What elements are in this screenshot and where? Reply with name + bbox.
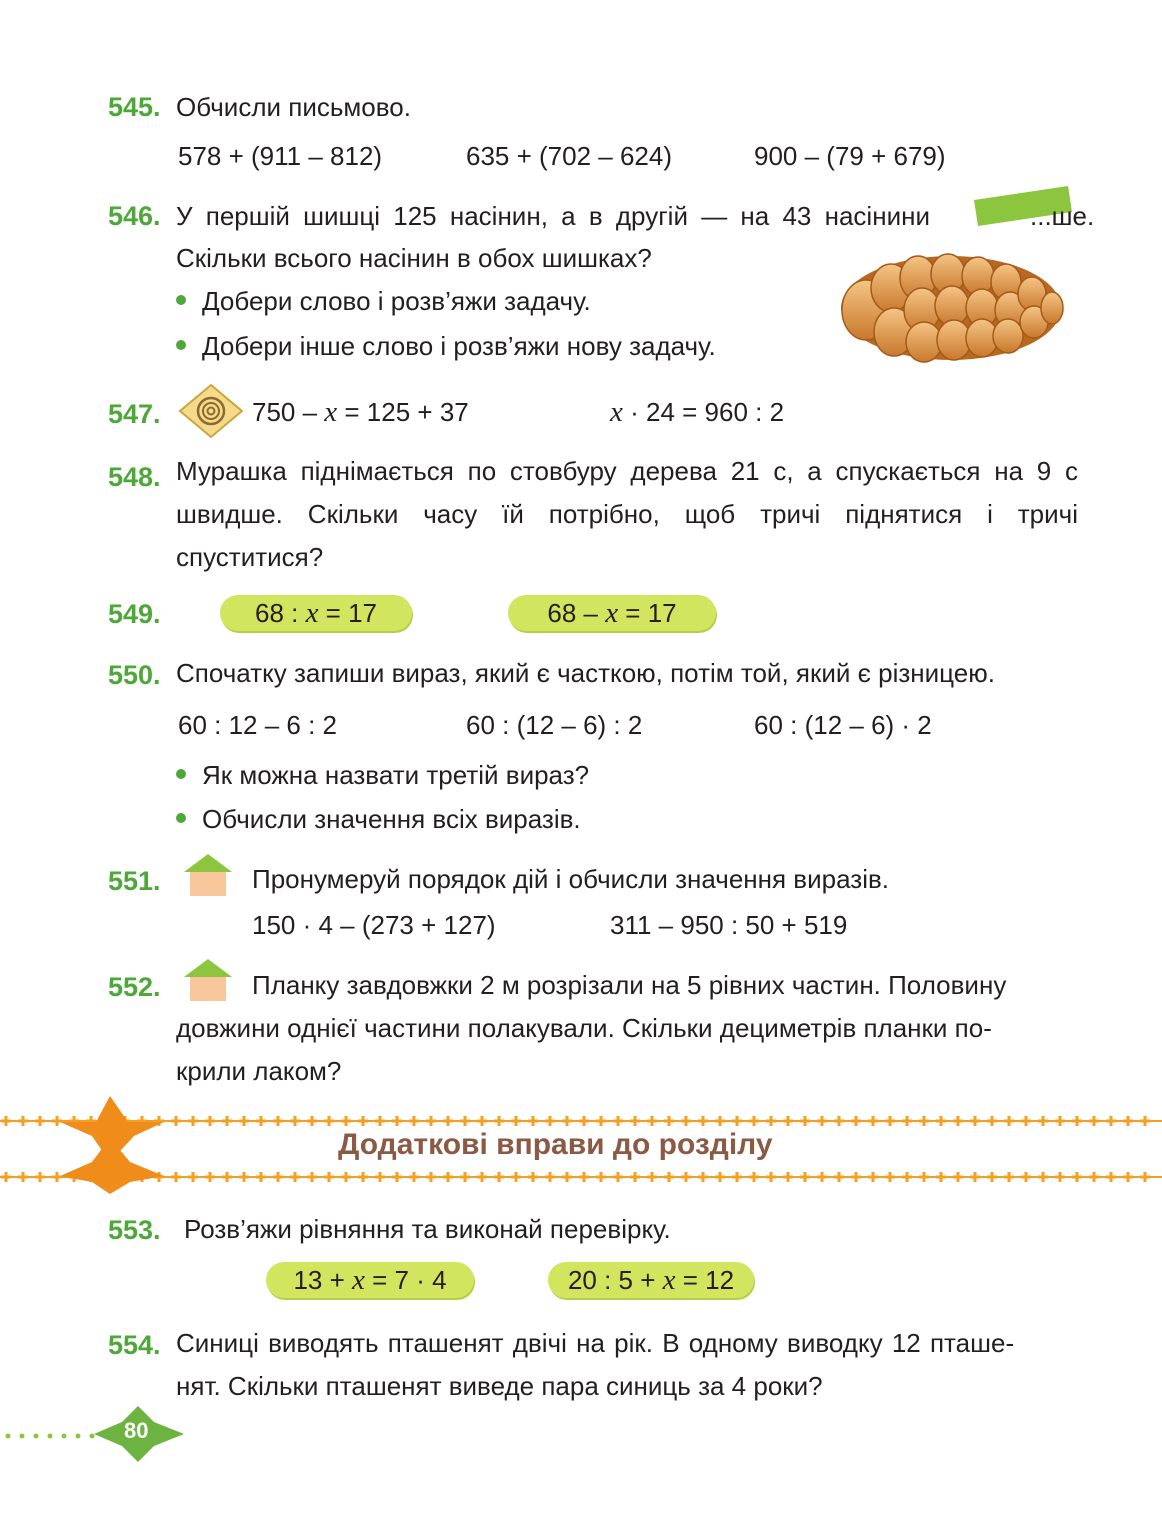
star-ornament bbox=[532, 1116, 535, 1126]
exercise-552-line-3: крили лаком? bbox=[176, 1056, 342, 1086]
star-ornament bbox=[736, 1116, 739, 1126]
star-ornament bbox=[974, 1172, 977, 1182]
star-ornament bbox=[294, 1116, 297, 1126]
exercise-number-547: 547. bbox=[108, 399, 161, 429]
exercise-number-550: 550. bbox=[108, 660, 161, 690]
star-ornament bbox=[787, 1116, 790, 1126]
star-ornament bbox=[855, 1172, 858, 1182]
star-ornament bbox=[957, 1172, 960, 1182]
star-ornament bbox=[753, 1116, 756, 1126]
star-ornament bbox=[413, 1172, 416, 1182]
star-ornament bbox=[481, 1116, 484, 1126]
star-ornament bbox=[396, 1116, 399, 1126]
house-icon bbox=[180, 957, 236, 1003]
pine-cone-image bbox=[836, 248, 1066, 368]
star-ornament bbox=[260, 1116, 263, 1126]
star-ornament bbox=[923, 1172, 926, 1182]
star-ornament bbox=[430, 1116, 433, 1126]
star-ornament bbox=[668, 1116, 671, 1126]
exercise-551-text: Пронумеруй порядок дій і обчисли значення виразів. bbox=[252, 864, 889, 894]
page-number-badge bbox=[0, 1404, 190, 1464]
star-ornament bbox=[379, 1116, 382, 1126]
star-ornament bbox=[1144, 1172, 1147, 1182]
bullet-text: Добери слово і розв’яжи задачу. bbox=[202, 286, 591, 316]
bullet-icon bbox=[176, 295, 186, 305]
star-ornament bbox=[515, 1172, 518, 1182]
star-ornament bbox=[566, 1172, 569, 1182]
star-ornament bbox=[5, 1172, 8, 1182]
star-ornament bbox=[447, 1172, 450, 1182]
star-ornament bbox=[991, 1172, 994, 1182]
star-ornament bbox=[1110, 1116, 1113, 1126]
exercise-546-bullet-2 bbox=[176, 325, 716, 368]
exercise-number-549: 549. bbox=[108, 599, 161, 629]
equation-pill-549-1: 68 : x = 17 bbox=[220, 595, 412, 631]
exercise-550-text: Спочатку запиши вираз, який є часткою, потім той, який є різницею. bbox=[176, 658, 995, 688]
star-ornament bbox=[379, 1172, 382, 1182]
exercise-550-expr-1: 60 : 12 – 6 : 2 bbox=[178, 710, 338, 740]
star-ornament bbox=[1127, 1172, 1130, 1182]
star-ornament bbox=[362, 1172, 365, 1182]
star-ornament bbox=[1059, 1116, 1062, 1126]
bullet-text: Як можна назвати третій вираз? bbox=[202, 760, 590, 790]
star-ornament bbox=[872, 1172, 875, 1182]
star-ornament bbox=[1144, 1116, 1147, 1126]
star-ornament bbox=[345, 1116, 348, 1126]
star-ornament bbox=[957, 1116, 960, 1126]
star-ornament bbox=[175, 1116, 178, 1126]
section-title: Додаткові вправи до розділу bbox=[338, 1128, 773, 1161]
star-ornament bbox=[974, 1116, 977, 1126]
star-ornament bbox=[804, 1172, 807, 1182]
exercise-550-bullet-1 bbox=[176, 754, 589, 797]
exercise-number-551: 551. bbox=[108, 866, 161, 896]
star-ornament bbox=[328, 1172, 331, 1182]
star-ornament bbox=[600, 1116, 603, 1126]
exercise-number-548: 548. bbox=[108, 462, 161, 492]
star-ornament bbox=[685, 1116, 688, 1126]
equation-pill-553-1: 13 + x = 7 · 4 bbox=[266, 1262, 474, 1298]
star-ornament bbox=[1025, 1172, 1028, 1182]
exercise-546-line-1: У першій шишці 125 насінин, а в другій — на 43 насінини bbox=[176, 201, 930, 231]
bullet-text: Добери інше слово і розв’яжи нову задачу. bbox=[202, 331, 716, 361]
star-ornament bbox=[192, 1172, 195, 1182]
exercise-546-line-2: Скільки всього насінин в обох шишках? bbox=[176, 243, 652, 273]
star-ornament bbox=[447, 1116, 450, 1126]
star-ornament bbox=[719, 1116, 722, 1126]
exercise-550-expr-2: 60 : (12 – 6) : 2 bbox=[466, 710, 643, 740]
bullet-icon bbox=[176, 813, 186, 823]
exercise-number-545: 545. bbox=[108, 92, 161, 122]
star-ornament bbox=[838, 1116, 841, 1126]
star-ornament bbox=[991, 1116, 994, 1126]
star-ornament bbox=[651, 1172, 654, 1182]
star-ornament bbox=[1042, 1116, 1045, 1126]
star-ornament bbox=[617, 1172, 620, 1182]
star-ornament bbox=[651, 1116, 654, 1126]
exercise-553-text: Розв’яжи рівняння та виконай перевірку. bbox=[184, 1214, 671, 1244]
star-ornament bbox=[277, 1116, 280, 1126]
star-ornament bbox=[634, 1116, 637, 1126]
star-ornament bbox=[634, 1172, 637, 1182]
star-ornament bbox=[617, 1116, 620, 1126]
star-ornament bbox=[1008, 1172, 1011, 1182]
star-ornament bbox=[226, 1116, 229, 1126]
star-ornament bbox=[243, 1116, 246, 1126]
star-ornament bbox=[855, 1116, 858, 1126]
star-ornament bbox=[362, 1116, 365, 1126]
star-ornament bbox=[5, 1116, 8, 1126]
bullet-icon bbox=[176, 340, 186, 350]
star-ornament bbox=[464, 1172, 467, 1182]
star-ornament bbox=[804, 1116, 807, 1126]
star-ornament bbox=[889, 1172, 892, 1182]
star-ornament bbox=[481, 1172, 484, 1182]
star-ornament bbox=[294, 1172, 297, 1182]
star-ornament bbox=[311, 1116, 314, 1126]
exercise-548-text: Мурашка піднімається по стовбуру дерева 21 с, а спускається на 9 с швидше. Скільки часу їй потрібно, щоб тричі піднятися і тричі спуститися? bbox=[176, 456, 1078, 572]
star-ornament bbox=[22, 1172, 25, 1182]
house-icon bbox=[180, 852, 236, 898]
bullet-icon bbox=[176, 769, 186, 779]
star-ornament bbox=[56, 1116, 59, 1126]
star-ornament bbox=[56, 1172, 59, 1182]
star-ornament bbox=[209, 1116, 212, 1126]
exercise-545-expr-1: 578 + (911 – 812) bbox=[178, 141, 383, 171]
star-ornament bbox=[872, 1116, 875, 1126]
star-ornament bbox=[39, 1172, 42, 1182]
exercise-546-line-1-end: ...ше. bbox=[1030, 201, 1095, 231]
star-ornament bbox=[532, 1172, 535, 1182]
star-ornament bbox=[260, 1172, 263, 1182]
star-ornament bbox=[39, 1116, 42, 1126]
exercise-546-bullet-1 bbox=[176, 280, 591, 323]
star-ornament bbox=[923, 1116, 926, 1126]
star-ornament bbox=[940, 1116, 943, 1126]
star-ornament bbox=[906, 1116, 909, 1126]
star-ornament bbox=[413, 1116, 416, 1126]
spiral-diamond-icon bbox=[178, 383, 244, 439]
exercise-547-equation-1: 750 – x = 125 + 37 bbox=[252, 396, 469, 428]
star-ornament bbox=[22, 1116, 25, 1126]
exercise-number-554: 554. bbox=[108, 1330, 161, 1360]
star-ornament bbox=[226, 1172, 229, 1182]
star-ornament bbox=[498, 1172, 501, 1182]
star-ornament bbox=[770, 1172, 773, 1182]
star-ornament bbox=[396, 1172, 399, 1182]
star-ornament bbox=[770, 1116, 773, 1126]
exercise-545-text: Обчисли письмово. bbox=[176, 92, 411, 122]
star-ornament bbox=[192, 1116, 195, 1126]
star-ornament bbox=[209, 1172, 212, 1182]
star-ornament bbox=[583, 1116, 586, 1126]
star-ornament bbox=[1025, 1116, 1028, 1126]
star-ornament bbox=[838, 1172, 841, 1182]
star-ornament bbox=[583, 1172, 586, 1182]
star-ornament bbox=[566, 1116, 569, 1126]
star-ornament bbox=[685, 1172, 688, 1182]
exercise-551-expr-2: 311 – 950 : 50 + 519 bbox=[610, 910, 848, 940]
exercise-552-line-2: довжини однієї частини полакували. Скільки дециметрів планки по- bbox=[176, 1013, 992, 1043]
star-ornament bbox=[549, 1116, 552, 1126]
star-ornament bbox=[549, 1172, 552, 1182]
exercise-number-553: 553. bbox=[108, 1215, 161, 1245]
star-ornament bbox=[906, 1172, 909, 1182]
star-ornament bbox=[940, 1172, 943, 1182]
star-ornament bbox=[277, 1172, 280, 1182]
star-ornament bbox=[328, 1116, 331, 1126]
star-ornament bbox=[600, 1172, 603, 1182]
exercise-554-line-1: Синиці виводять пташенят двічі на рік. В одному виводку 12 пташе- bbox=[176, 1328, 1015, 1358]
star-ornament bbox=[1008, 1116, 1011, 1126]
star-ornament bbox=[821, 1172, 824, 1182]
exercise-552-line-1: Планку завдовжки 2 м розрізали на 5 рівних частин. Половину bbox=[252, 970, 1007, 1000]
exercise-547-equation-2: x · 24 = 960 : 2 bbox=[610, 396, 785, 428]
exercise-551-expr-1: 150 · 4 – (273 + 127) bbox=[252, 910, 496, 940]
star-ornament bbox=[1042, 1172, 1045, 1182]
exercise-number-546: 546. bbox=[108, 201, 161, 231]
star-ornament bbox=[702, 1116, 705, 1126]
exercise-545-expr-2: 635 + (702 – 624) bbox=[466, 141, 672, 171]
star-ornament bbox=[736, 1172, 739, 1182]
star-ornament bbox=[719, 1172, 722, 1182]
star-ornament bbox=[243, 1172, 246, 1182]
exercise-number-552: 552. bbox=[108, 972, 161, 1002]
star-ornament bbox=[1093, 1116, 1096, 1126]
exercise-550-bullet-2 bbox=[176, 798, 581, 841]
star-ornament bbox=[787, 1172, 790, 1182]
page-number: 80 bbox=[124, 1418, 149, 1443]
star-ornament bbox=[515, 1116, 518, 1126]
star-ornament bbox=[753, 1172, 756, 1182]
star-ornament bbox=[464, 1116, 467, 1126]
star-ornament bbox=[702, 1172, 705, 1182]
equation-pill-549-2: 68 – x = 17 bbox=[508, 595, 716, 631]
star-ornament bbox=[430, 1172, 433, 1182]
exercise-554-line-2: нят. Скільки пташенят виведе пара синиць за 4 роки? bbox=[176, 1371, 823, 1401]
star-ornament bbox=[1076, 1116, 1079, 1126]
star-ornament bbox=[1076, 1172, 1079, 1182]
star-ornament bbox=[311, 1172, 314, 1182]
star-ornament bbox=[345, 1172, 348, 1182]
star-ornament bbox=[821, 1116, 824, 1126]
star-ornament bbox=[1093, 1172, 1096, 1182]
star-ornament bbox=[175, 1172, 178, 1182]
equation-pill-553-2: 20 : 5 + x = 12 bbox=[548, 1262, 754, 1298]
star-ornament bbox=[889, 1116, 892, 1126]
exercise-550-expr-3: 60 : (12 – 6) · 2 bbox=[754, 710, 932, 740]
star-ornament bbox=[1127, 1116, 1130, 1126]
star-ornament bbox=[668, 1172, 671, 1182]
exercise-545-expr-3: 900 – (79 + 679) bbox=[754, 141, 946, 171]
star-ornament bbox=[1059, 1172, 1062, 1182]
star-ornament bbox=[1110, 1172, 1113, 1182]
star-ornament bbox=[498, 1116, 501, 1126]
bullet-text: Обчисли значення всіх виразів. bbox=[202, 804, 581, 834]
